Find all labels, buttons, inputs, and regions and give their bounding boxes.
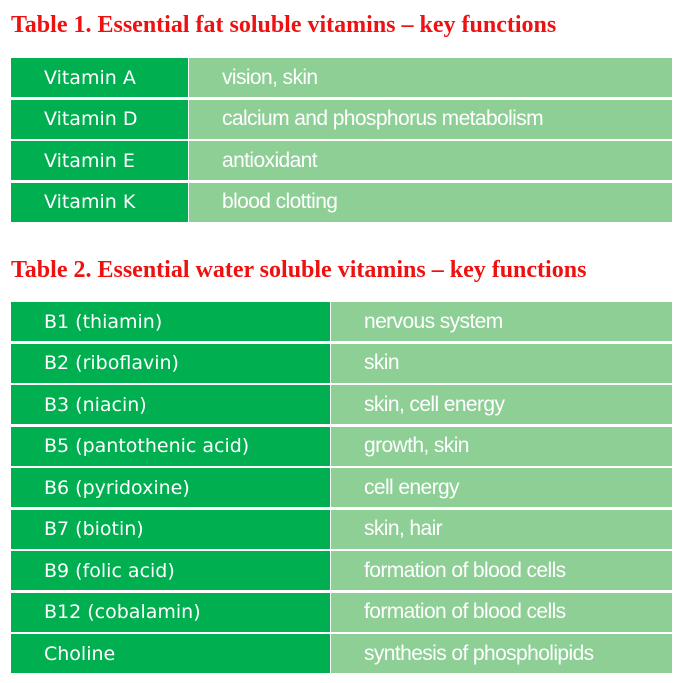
vitamin-name-cell: B9 (folic acid)	[11, 551, 330, 590]
vitamin-function-cell: growth, skin	[331, 427, 672, 466]
vitamin-name-cell: B12 (cobalamin)	[11, 593, 330, 632]
table1-title: Table 1. Essential fat soluble vitamins – key functions	[11, 12, 557, 38]
table-row	[11, 510, 672, 549]
vitamin-name-cell: Vitamin A	[11, 58, 188, 97]
vitamin-function-cell: formation of blood cells	[331, 593, 672, 632]
vitamin-function-cell: cell energy	[331, 468, 672, 507]
vitamin-function-cell: blood clotting	[189, 183, 672, 222]
vitamin-name-cell: B7 (biotin)	[11, 510, 330, 549]
vitamin-name-cell: Vitamin D	[11, 100, 188, 139]
vitamin-name-cell: Vitamin E	[11, 141, 188, 180]
table-row	[11, 634, 672, 673]
table2-title: Table 2. Essential water soluble vitamins – key functions	[11, 257, 587, 283]
table-row	[11, 58, 672, 97]
vitamin-function-cell: skin, hair	[331, 510, 672, 549]
water-soluble-vitamins-table	[11, 302, 672, 673]
table-row	[11, 141, 672, 180]
vitamin-name-cell: B1 (thiamin)	[11, 302, 330, 341]
vitamin-name-cell: Choline	[11, 634, 330, 673]
table-row	[11, 593, 672, 632]
vitamin-function-cell: vision, skin	[189, 58, 672, 97]
table-row	[11, 183, 672, 222]
vitamin-function-cell: antioxidant	[189, 141, 672, 180]
vitamin-name-cell: Vitamin K	[11, 183, 188, 222]
table-row	[11, 100, 672, 139]
table-row	[11, 551, 672, 590]
vitamin-function-cell: formation of blood cells	[331, 551, 672, 590]
table-row	[11, 385, 672, 424]
vitamin-function-cell: skin	[331, 344, 672, 383]
fat-soluble-vitamins-table	[11, 58, 672, 222]
vitamin-function-cell: synthesis of phospholipids	[331, 634, 672, 673]
vitamin-name-cell: B6 (pyridoxine)	[11, 468, 330, 507]
vitamin-function-cell: nervous system	[331, 302, 672, 341]
vitamin-function-cell: calcium and phosphorus metabolism	[189, 100, 672, 139]
table-row	[11, 344, 672, 383]
table-row	[11, 302, 672, 341]
table-row	[11, 427, 672, 466]
vitamin-function-cell: skin, cell energy	[331, 385, 672, 424]
vitamin-name-cell: B3 (niacin)	[11, 385, 330, 424]
vitamin-name-cell: B2 (riboflavin)	[11, 344, 330, 383]
vitamin-name-cell: B5 (pantothenic acid)	[11, 427, 330, 466]
table-row	[11, 468, 672, 507]
